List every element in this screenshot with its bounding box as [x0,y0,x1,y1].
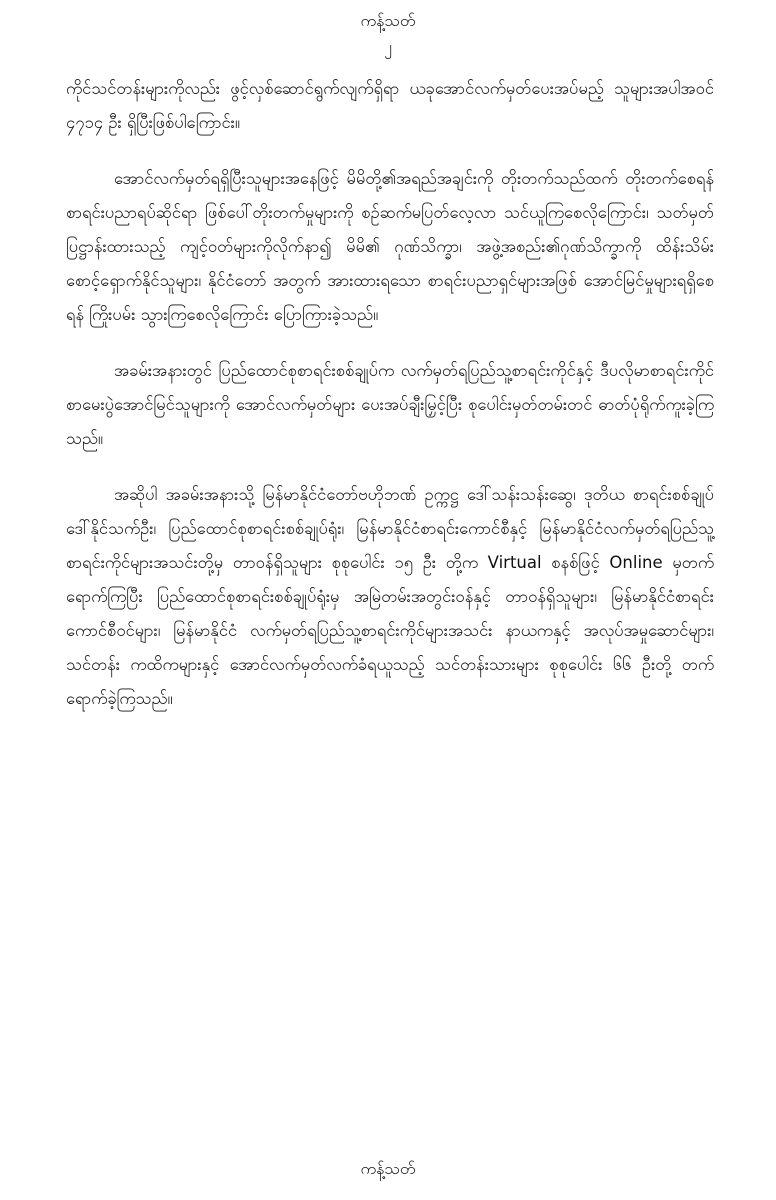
document-body [66,72,714,738]
page-number: ၂ [384,37,392,56]
paragraph-4: အဆိုပါ အခမ်းအနားသို့ မြန်မာနိုင်ငံတော်ဗဟိုဘဏ် ဥက္ကဋ္ဌ ဒေါ်သန်းသန်းဆွေ၊ ဒုတိယ စာရင်းစစ်ချုပ် ဒေါ်နိုင်သက်ဦး၊ ပြည်ထောင်စုစာရင်းစစ်ချုပ်ရုံး၊ မြန်မာနိုင်ငံစာရင်းကောင်စီနှင့် မြန်မာနိုင်ငံလက်မှတ်ရပြည်သူ့စာရင်းကိုင်များအသင်းတို့မှ တာဝန်ရှိသူများ စုစုပေါင်း ၁၅ ဦး တို့က Virtual စနစ်ဖြင့် Online မှတက်ရောက်ကြပြီး ပြည်ထောင်စုစာရင်းစစ်ချုပ်ရုံးမှ အမြဲတမ်းအတွင်းဝန်နှင့် တာဝန်ရှိသူများ၊ မြန်မာနိုင်ငံစာရင်းကောင်စီဝင်များ၊ မြန်မာနိုင်ငံ လက်မှတ်ရပြည်သူ့စာရင်းကိုင်များအသင်း နာယကနှင့် အလုပ်အမှုဆောင်များ၊ သင်တန်း ကထိကများနှင့် အောင်လက်မှတ်လက်ခံရယူသည့် သင်တန်းသားများ စုစုပေါင်း ၆၆ ဦးတို့ တက်ရောက်ခဲ့ကြသည်။ [66,485,714,708]
paragraph-3: အခမ်းအနားတွင် ပြည်ထောင်စုစာရင်းစစ်ချုပ်က လက်မှတ်ရပြည်သူ့စာရင်းကိုင်နှင့် ဒီပလိုမာစာရင်းကိုင် စာမေးပွဲအောင်မြင်သူများကို အောင်လက်မှတ်များ ပေးအပ်ချီးမြှင့်ပြီး စုပေါင်းမှတ်တမ်းတင် ဓာတ်ပုံရိုက်ကူးခဲ့ကြသည်။ [66,361,714,448]
paragraph-1: ကိုင်သင်တန်းများကိုလည်း ဖွင့်လှစ်ဆောင်ရွက်လျက်ရှိရာ ယခုအောင်လက်မှတ်ပေးအပ်မည့် သူများအပါအဝင် ၄၇၁၄ ဦး ရှိပြီးဖြစ်ပါကြောင်း။ [66,79,714,132]
footer-classification-label: ကန့်သတ် [360,1159,416,1178]
paragraph-2: အောင်လက်မှတ်ရရှိပြီးသူများအနေဖြင့် မိမိတို့၏အရည်အချင်းကို တိုးတက်သည်ထက် တိုးတက်စေရန် စာရင်းပညာရပ်ဆိုင်ရာ ဖြစ်ပေါ်တိုးတက်မှုများကို စဉ်ဆက်မပြတ်လေ့လာ သင်ယူကြစေလိုကြောင်း၊ သတ်မှတ်ပြဋ္ဌာန်းထားသည့် ကျင့်ဝတ်များကိုလိုက်နာ၍ မိမိ၏ ဂုဏ်သိက္ခာ၊ အဖွဲ့အစည်း၏ဂုဏ်သိက္ခာကို ထိန်းသိမ်းစောင့်ရှောက်နိုင်သူများ၊ နိုင်ငံတော် အတွက် အားထားရသော စာရင်းပညာရှင်များအဖြစ် အောင်မြင်မှုများရရှိစေရန် ကြိုးပမ်း သွားကြစေလိုကြောင်း ပြောကြားခဲ့သည်။ [66,169,714,324]
header-classification-label: ကန့်သတ် [360,11,416,30]
